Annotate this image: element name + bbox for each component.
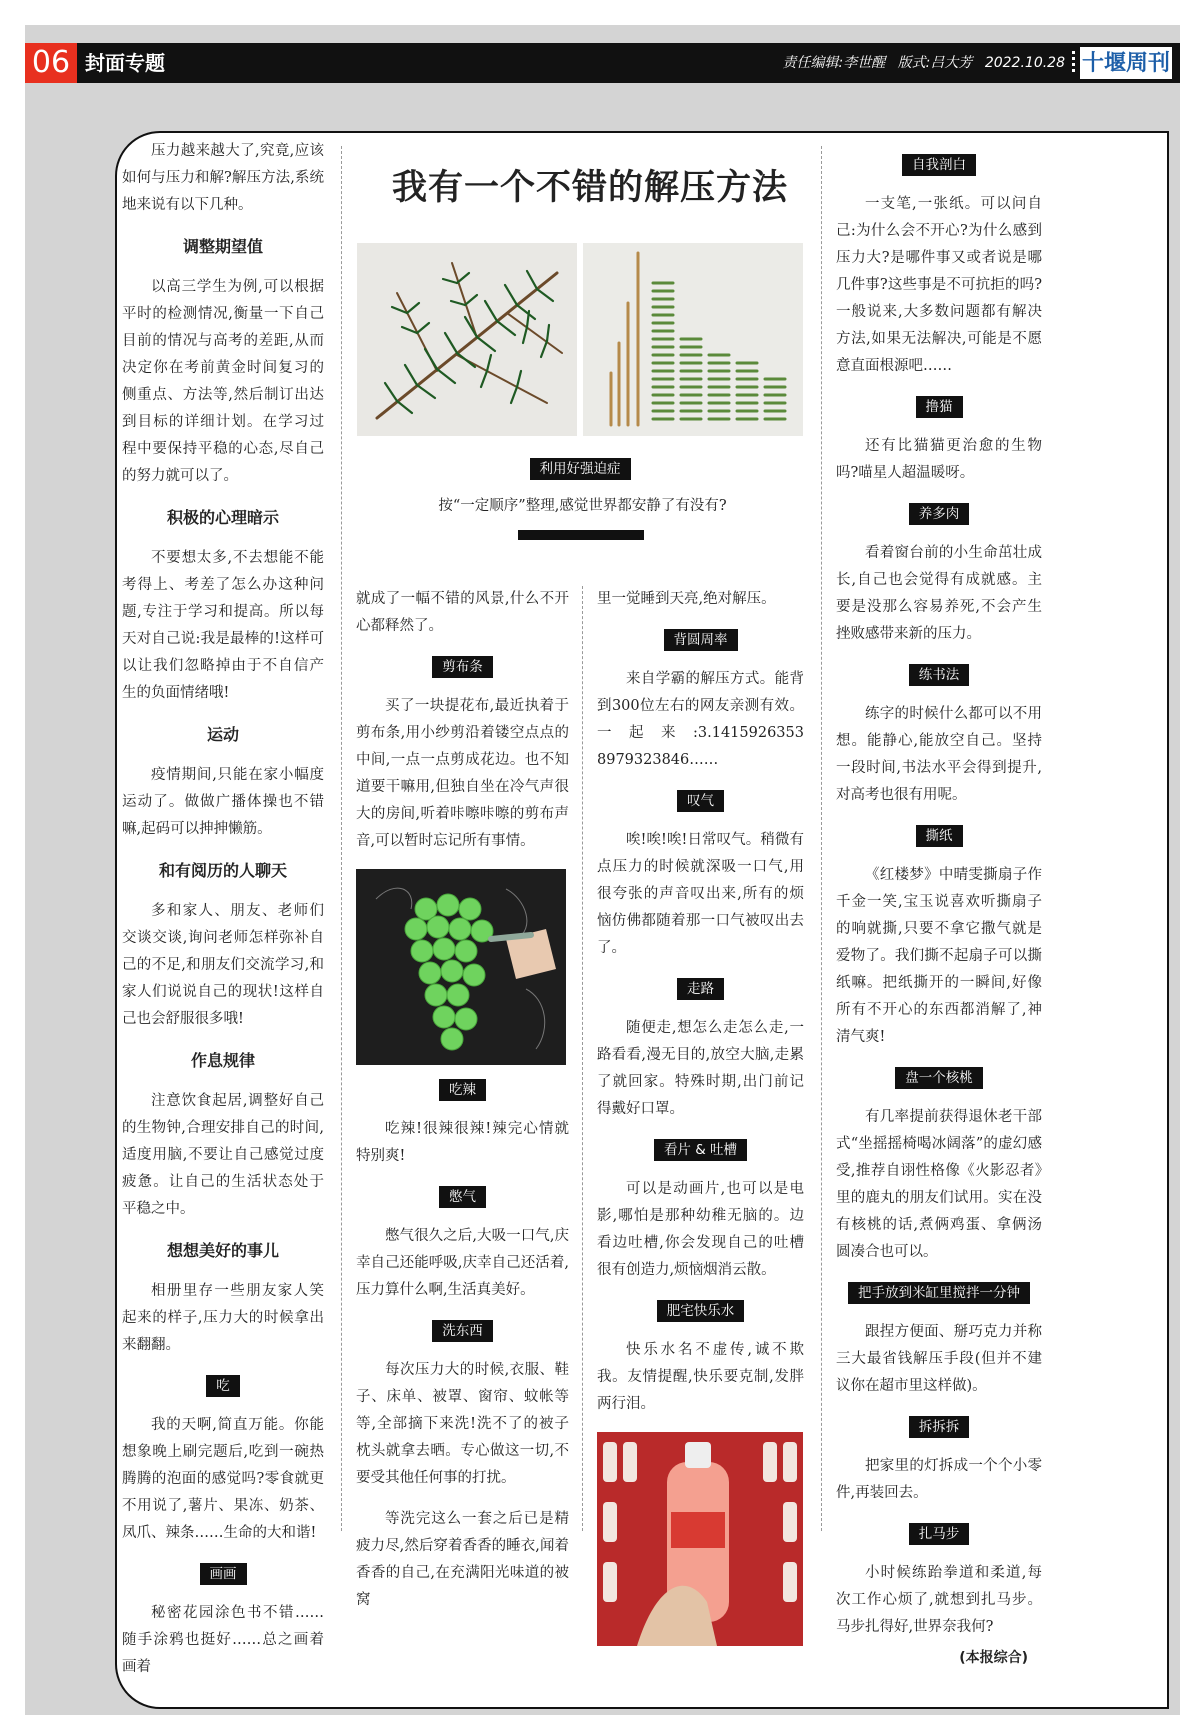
item-tag: 背圆周率: [664, 629, 738, 651]
issue-date: 2022.10.28: [984, 55, 1065, 71]
item-tag: 剪布条: [432, 656, 493, 678]
item-paragraph: 《红楼梦》中晴雯撕扇子作千金一笑,宝玉说喜欢听撕扇子的响就撕,只要不拿它撒气就是爱物了。我们撕不起扇子可以撕纸嘛。把纸撕开的一瞬间,好像所有不开心的东西都消解了,神清气爽!: [836, 867, 1042, 1045]
item-paragraph: 买了一块提花布,最近执着于剪布条,用小纱剪沿着镂空点点的中间,一点一点剪成花边。也不知道要干嘛用,但独自坐在冷气声很大的房间,听着咔嚓咔嚓的剪布声音,可以暂时忘记所有事情。: [356, 698, 569, 849]
item-paragraph: 跟捏方便面、掰巧克力并称三大最省钱解压手段(但并不建议你在超市里这样做)。: [836, 1324, 1042, 1394]
item-paragraph: 随便走,想怎么走怎么走,一路看看,漫无目的,放空大脑,走累了就回家。特殊时期,出门前记得戴好口罩。: [597, 1020, 804, 1117]
item-tag: 憋气: [439, 1186, 486, 1208]
item-paragraph: 还有比猫猫更治愈的生物吗?喵星人超温暖呀。: [836, 438, 1042, 481]
section-paragraph: 不要想太多,不去想能不能考得上、考差了怎么办这种问题,专注于学习和提高。所以每天对自己说:我是最棒的!这样可以让我们忽略掉由于不自信产生的负面情绪哦!: [122, 550, 324, 701]
lead-tag: 利用好强迫症: [530, 458, 631, 480]
column-4: [836, 148, 1042, 1672]
column-2: [356, 586, 569, 1628]
source-credit: (本报综合): [959, 1650, 1028, 1666]
item-paragraph: 看着窗台前的小生命茁壮成长,自己也会觉得有成就感。主要是没那么容易养死,不会产生挫败感带来新的压力。: [836, 545, 1042, 642]
item-paragraph: 来自学霸的解压方式。能背到300位左右的网友亲测有效。一起来:3.1415926353 8979323846……: [597, 671, 804, 768]
item-paragraph: 快乐水名不虚传,诚不欺我。友情提醒,快乐要克制,发胖两行泪。: [597, 1342, 804, 1412]
column-3: [597, 586, 804, 1646]
pine-needles-bar-chart-photo: [583, 243, 803, 436]
section-paragraph: 疫情期间,只能在家小幅度运动了。做做广播体操也不错嘛,起码可以抻抻懒筋。: [122, 767, 324, 837]
item-tag: 自我剖白: [902, 154, 976, 176]
item-tag: 吃辣: [439, 1079, 486, 1101]
column-1: [122, 138, 324, 1695]
item-paragraph: 一支笔,一张纸。可以问自己:为什么会不开心?为什么感到压力大?是哪件事又或者说是哪几件事?这些事是不可抗拒的吗?一般说来,大多数问题都有解决方法,如果无法解决,可能是不愿意直面根源吧……: [836, 196, 1042, 374]
item-tag: 吃: [206, 1375, 240, 1397]
section-heading: 运动: [206, 725, 239, 744]
section-paragraph: 以高三学生为例,可以根据平时的检测情况,衡量一下自己目前的情况与高考的差距,从而决定你在考前黄金时间复习的侧重点、方法等,然后制订出达到目标的详细计划。在学习过程中要保持平稳的心态,尽自己的努力就可以了。: [122, 279, 324, 484]
section-heading: 作息规律: [190, 1051, 255, 1070]
item-paragraph: 可以是动画片,也可以是电影,哪怕是那种幼稚无脑的。边看边吐槽,你会发现自己的吐槽很有创造力,烦恼烟消云散。: [597, 1181, 804, 1278]
item-paragraph: 小时候练跆拳道和柔道,每次工作心烦了,就想到扎马步。马步扎得好,世界奈我何?: [836, 1565, 1042, 1635]
layout-credit: 版式:吕大芳: [897, 55, 973, 71]
item-paragraph: 把家里的灯拆成一个个小零件,再装回去。: [836, 1458, 1042, 1501]
item-tag: 肥宅快乐水: [657, 1300, 745, 1322]
section-title: 封面专题: [85, 51, 165, 75]
item-tag: 练书法: [909, 664, 970, 686]
item-tag: 画画: [200, 1563, 247, 1585]
item-tag: 拆拆拆: [909, 1416, 970, 1438]
coloring-grapes-photo: [356, 869, 566, 1065]
item-tag: 把手放到米缸里搅拌一分钟: [848, 1282, 1030, 1304]
page-number: 06: [25, 43, 77, 83]
item-tag: 盘一个核桃: [895, 1067, 983, 1089]
item-paragraph: 每次压力大的时候,衣服、鞋子、床单、被罩、窗帘、蚊帐等等,全部摘下来洗!洗不了的被子枕头就拿去晒。专心做这一切,不要受其他任何事的打扰。: [356, 1362, 569, 1486]
fir-branch-photo: [357, 243, 577, 436]
item-tag: 看片 & 吐槽: [654, 1139, 747, 1161]
page-header: [25, 43, 1180, 83]
item-tag: 扎马步: [909, 1523, 970, 1545]
column-divider: [341, 146, 342, 1531]
section-heading: 积极的心理暗示: [166, 508, 279, 527]
intro-paragraph: 压力越来越大了,究竟,应该如何与压力和解?解压方法,系统地来说有以下几种。: [122, 143, 324, 213]
continued-paragraph: 就成了一幅不错的风景,什么不开心都释然了。: [356, 591, 569, 634]
item-paragraph: 唉!唉!唉!日常叹气。稍微有点压力的时候就深吸一口气,用很夸张的声音叹出来,所有的烦恼仿佛都随着那一口气被叹出去了。: [597, 832, 804, 956]
section-heading: 调整期望值: [182, 237, 263, 256]
lead-text: 按“一定顺序”整理,感觉世界都安静了有没有?: [438, 498, 727, 514]
item-paragraph: 有几率提前获得退休老干部式“坐摇摇椅喝冰阔落”的虚幻感受,推荐自诩性格像《火影忍者》里的鹿丸的朋友们试用。实在没有核桃的话,煮俩鸡蛋、拿俩汤圆凑合也可以。: [836, 1109, 1042, 1260]
header-meta: [774, 43, 1065, 83]
item-paragraph: 秘密花园涂色书不错……随手涂鸦也挺好……总之画着画着: [122, 1605, 324, 1675]
section-heading: 想想美好的事儿: [166, 1241, 279, 1260]
column-divider: [821, 146, 822, 1531]
item-paragraph: 憋气很久之后,大吸一口气,庆幸自己还能呼吸,庆幸自己还活着,压力算什么啊,生活真美好。: [356, 1228, 569, 1298]
item-paragraph: 我的天啊,简直万能。你能想象晚上刷完题后,吃到一碗热腾腾的泡面的感觉吗?零食就更不用说了,薯片、果冻、奶茶、凤爪、辣条……生命的大和谐!: [122, 1417, 324, 1541]
section-heading: 和有阅历的人聊天: [158, 861, 287, 880]
coca-cola-peach-photo: [597, 1432, 803, 1646]
column-divider: [582, 586, 583, 1531]
item-paragraph: 练字的时候什么都可以不用想。能静心,能放空自己。坚持一段时间,书法水平会得到提升,对高考也很有用呢。: [836, 706, 1042, 803]
item-tag: 养多肉: [909, 503, 970, 525]
section-paragraph: 注意饮食起居,调整好自己的生物钟,合理安排自己的时间,适度用脑,不要让自己感觉过度疲惫。让自己的生活状态处于平稳之中。: [122, 1093, 324, 1217]
item-tag: 撸猫: [916, 396, 963, 418]
article-title: 我有一个不错的解压方法: [391, 167, 788, 208]
item-paragraph: 吃辣!很辣很辣!辣完心情就特别爽!: [356, 1121, 569, 1164]
item-tag: 洗东西: [432, 1320, 493, 1342]
section-paragraph: 多和家人、朋友、老师们交谈交谈,询问老师怎样弥补自己的不足,和朋友们交流学习,和家人们说说自己的现状!这样自己也会舒服很多哦!: [122, 903, 324, 1027]
item-paragraph: 等洗完这么一套之后已是精疲力尽,然后穿着香香的睡衣,闻着香香的自己,在充满阳光味道的被窝: [356, 1511, 569, 1608]
brand-logo: 十堰周刊: [1080, 47, 1172, 79]
header-divider: [1072, 51, 1075, 75]
item-tag: 走路: [677, 978, 724, 1000]
section-paragraph: 相册里存一些朋友家人笑起来的样子,压力大的时候拿出来翻翻。: [122, 1283, 324, 1353]
item-tag: 撕纸: [916, 825, 963, 847]
editor-credit: 责任编辑:李世醒: [782, 55, 886, 71]
continued-paragraph: 里一觉睡到天亮,绝对解压。: [597, 591, 776, 607]
item-tag: 叹气: [677, 790, 724, 812]
lead-tag-wrap: [357, 458, 803, 480]
title-underline-bar: [518, 530, 644, 540]
